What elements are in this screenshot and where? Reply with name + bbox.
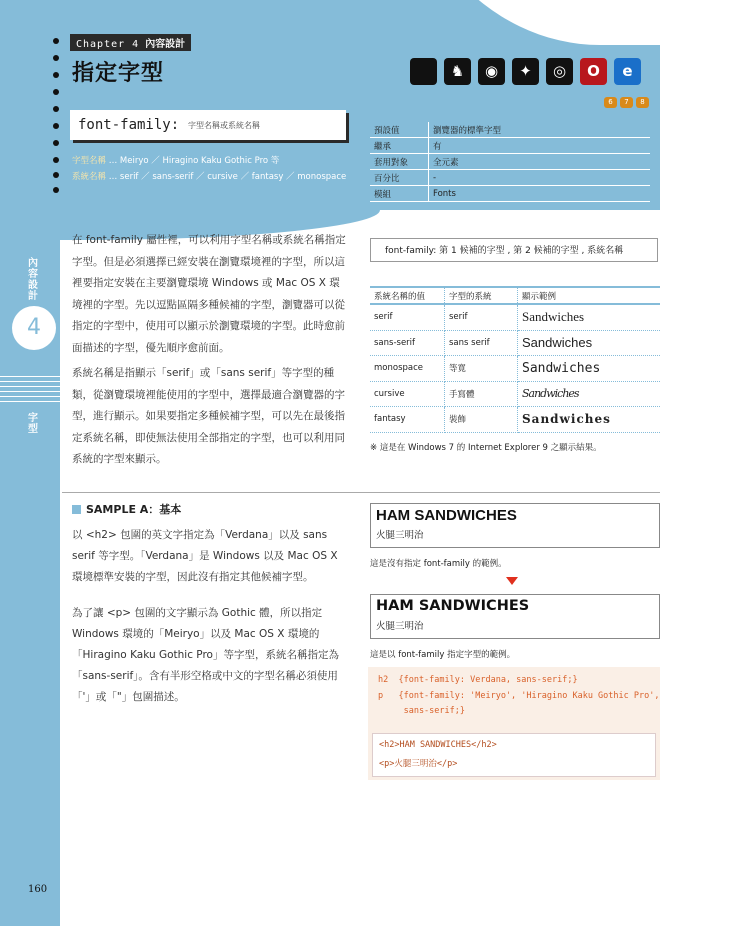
divider — [0, 396, 60, 397]
font-system-cell: 手寫體 — [445, 381, 518, 407]
property-value: - — [429, 170, 651, 186]
bullet-dot — [53, 55, 59, 61]
page-title: 指定字型 — [72, 61, 165, 86]
font-value-cell: sans-serif — [370, 330, 445, 356]
font-system-cell: sans serif — [445, 330, 518, 356]
font-table-header: 系統名稱的值 — [370, 287, 445, 304]
css-code-line: h2 {font-family: Verdana, sans-serif;} — [378, 675, 578, 685]
property-value: 瀏覽器的標準字型 — [429, 122, 651, 138]
demo-caption: 這是沒有指定 font-family 的範例。 — [370, 559, 507, 569]
system-name-list: … serif ／ sans-serif ／ cursive ／ fantasy ／ monospace — [108, 172, 347, 182]
body-paragraph-1: 在 font-family 屬性裡，可以利用字型名稱或系統名稱指定字型。但是必須選擇已經安裝在瀏覽環境裡的字型，所以這裡要指定安裝在主要瀏覽環境 Windows 或 Mac OS X 環境裡的字型。先以逗點區隔多種候補的字型，瀏覽器可以從指定的字型中，使用可以顯示於瀏覽環境的字型。此時愈前面描述的字型，優先順序愈前面。 — [72, 234, 346, 354]
font-table-note: ※ 這是在 Windows 7 的 Internet Explorer 9 之顯示結果。 — [370, 443, 602, 453]
table-row — [370, 330, 660, 356]
font-name-list: … Meiryo ／ Hiragino Kaku Gothic Pro 等 — [108, 156, 280, 166]
header-cutout-right — [660, 40, 750, 240]
chapter-number-circle: 4 — [12, 306, 56, 350]
font-table — [370, 286, 660, 433]
ie-version-badge: 8 — [636, 97, 649, 108]
square-icon — [72, 505, 81, 514]
sample-heading-text: SAMPLE A：基本 — [86, 503, 182, 516]
html-code-line: <h2>HAM SANDWICHES</h2> — [379, 740, 497, 750]
demo-text: 火腿三明治 — [376, 530, 424, 541]
demo-heading: HAM SANDWICHES — [376, 507, 517, 524]
ie-version-badge: 7 — [620, 97, 633, 108]
demo-output-styled — [370, 594, 660, 639]
font-value-cell: fantasy — [370, 407, 445, 433]
sample-heading — [72, 501, 181, 517]
html-code-line: <p>火腿三明治</p> — [379, 759, 458, 769]
bullet-dot — [53, 140, 59, 146]
divider — [0, 381, 60, 382]
bullet-dot — [53, 106, 59, 112]
android-icon: ♞ — [444, 58, 471, 85]
page-number: 160 — [28, 884, 48, 895]
property-key: 百分比 — [370, 170, 429, 186]
sample-paragraph-1: 以 <h2> 包圍的英文字指定為「Verdana」以及 sans serif 等字型。「Verdana」是 Windows 以及 Mac OS X 環境標準安裝的字型，因此沒有指定其他候補字型。 — [72, 529, 338, 583]
table-row — [370, 304, 660, 330]
property-value: 全元素 — [429, 154, 651, 170]
bullet-dot — [53, 157, 59, 163]
font-sample-cell: Sandwiches — [518, 304, 661, 330]
font-name-label: 字型名稱 — [72, 156, 107, 166]
chapter-tag — [70, 34, 191, 51]
font-sample-cell: Sandwiches — [518, 356, 661, 382]
html-code-block — [372, 733, 656, 777]
demo-text: 火腿三明治 — [376, 621, 424, 632]
property-row — [370, 170, 650, 186]
font-system-cell: 裝飾 — [445, 407, 518, 433]
sidebar-section: 內容設計 — [28, 258, 38, 302]
firefox-icon: ◉ — [478, 58, 505, 85]
demo-caption: 這是以 font-family 指定字型的範例。 — [370, 650, 516, 660]
property-row — [370, 138, 650, 154]
font-table-header: 字型的系統 — [445, 287, 518, 304]
safari-icon: ✦ — [512, 58, 539, 85]
chrome-icon: ◎ — [546, 58, 573, 85]
css-code-line: sans-serif;} — [378, 706, 465, 716]
syntax-property: font-family: — [78, 117, 180, 133]
system-name-values — [72, 170, 346, 182]
bullet-dot — [53, 123, 59, 129]
property-key: 套用對象 — [370, 154, 429, 170]
font-name-values — [72, 154, 279, 166]
sidebar-background — [0, 0, 60, 926]
font-value-cell: serif — [370, 304, 445, 330]
opera-icon: O — [580, 58, 607, 85]
property-table — [370, 122, 650, 202]
divider — [62, 492, 660, 493]
property-row — [370, 122, 650, 138]
arrow-down-icon — [506, 577, 518, 585]
property-row — [370, 186, 650, 202]
font-system-cell: serif — [445, 304, 518, 330]
font-value-cell: cursive — [370, 381, 445, 407]
bullet-dot — [53, 89, 59, 95]
property-row — [370, 154, 650, 170]
property-key: 模組 — [370, 186, 429, 202]
property-value: Fonts — [429, 186, 651, 202]
table-row — [370, 381, 660, 407]
example-syntax: font-family: 第 1 候補的字型 , 第 2 候補的字型 , 系統名稱 — [370, 238, 658, 262]
demo-output-default — [370, 503, 660, 548]
apple-icon — [410, 58, 437, 85]
font-sample-cell: Sandwiches — [518, 381, 661, 407]
property-value: 有 — [429, 138, 651, 154]
font-table-header: 顯示範例 — [518, 287, 661, 304]
font-sample-cell: Sandwiches — [518, 330, 661, 356]
divider — [0, 401, 60, 402]
table-row — [370, 356, 660, 382]
ie-icon: e — [614, 58, 641, 85]
sample-paragraph-2: 為了讓 <p> 包圍的文字顯示為 Gothic 體，所以指定 Windows 環境的「Meiryo」以及 Mac OS X 環境的「Hiragino Kaku Gothic Pro」等字型，系統名稱指定為「sans-serif」。含有半形空格或中文的字型名稱必須使用「'」或「"」包圍描述。 — [72, 607, 339, 703]
font-sample-cell: Sandwiches — [518, 407, 661, 433]
bullet-dot — [53, 38, 59, 44]
bullet-dot — [53, 172, 59, 178]
property-key: 繼承 — [370, 138, 429, 154]
font-system-cell: 等寬 — [445, 356, 518, 382]
syntax-box — [70, 110, 346, 140]
css-code-line: p {font-family: 'Meiryo', 'Hiragino Kaku Gothic Pro', — [378, 691, 660, 701]
demo-heading: HAM SANDWICHES — [376, 598, 530, 614]
body-paragraph-2: 系統名稱是指顯示「serif」或「sans serif」等字型的種類，從瀏覽環境裡能使用的字型中，選擇最適合瀏覽器的字型，進行顯示。如果要指定多種候補字型，可以先在最後指定系統名稱，即使無法使用全部指定的字型，也可以利用同系統的字型來顯示。 — [72, 367, 345, 465]
property-key: 預設值 — [370, 122, 429, 138]
syntax-value-desc: 字型名稱或系統名稱 — [188, 121, 260, 130]
sidebar-topic: 字型 — [28, 413, 38, 435]
system-name-label: 系統名稱 — [72, 172, 107, 182]
bullet-dot — [53, 187, 59, 193]
chapter-tag-name: 內容設計 — [145, 39, 186, 50]
font-value-cell: monospace — [370, 356, 445, 382]
bullet-dot — [53, 72, 59, 78]
chapter-tag-number: Chapter 4 — [76, 39, 140, 50]
divider — [0, 391, 60, 392]
table-row — [370, 407, 660, 433]
divider — [0, 386, 60, 387]
ie-version-badge: 6 — [604, 97, 617, 108]
divider — [0, 376, 60, 377]
